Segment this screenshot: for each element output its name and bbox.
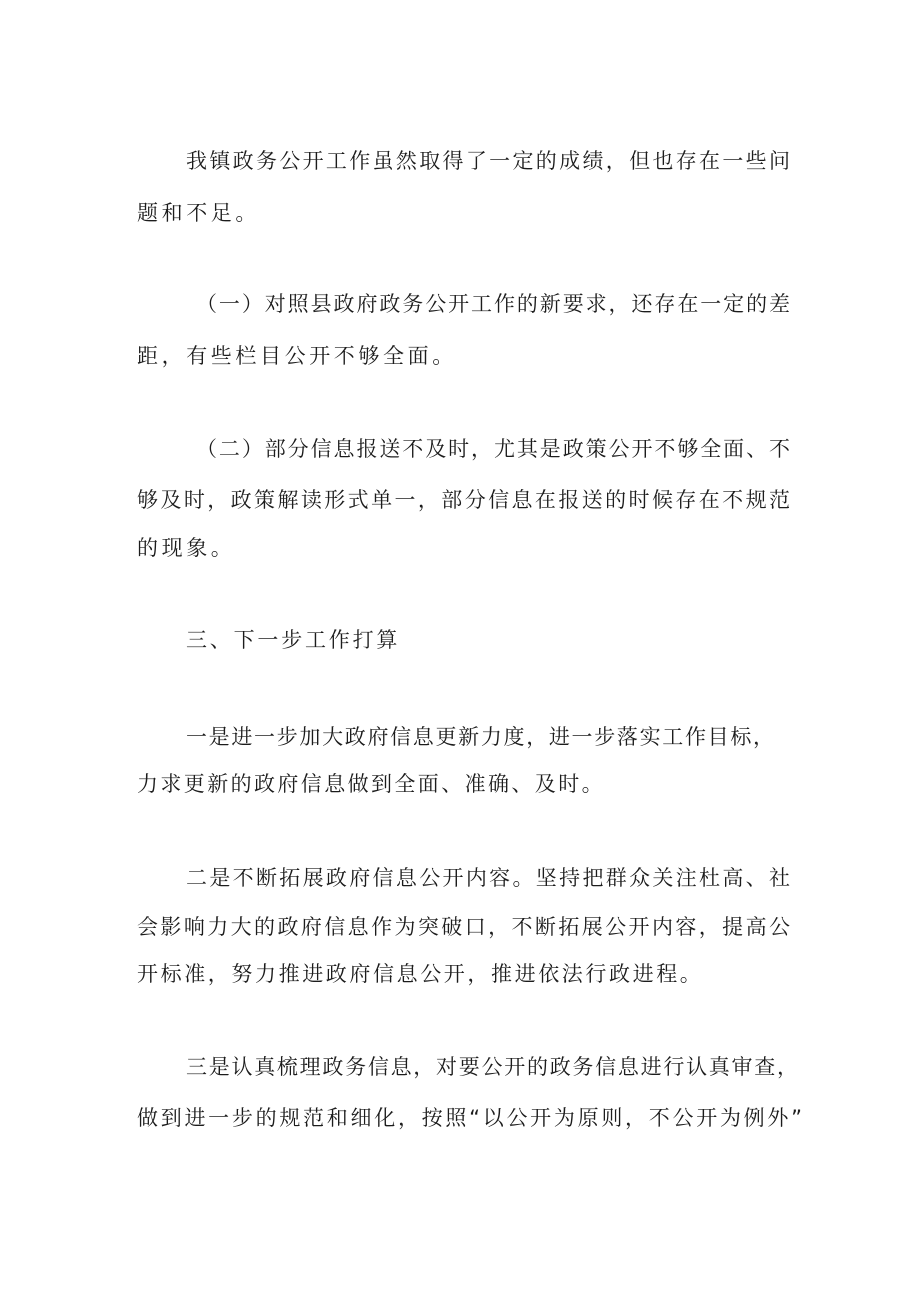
paragraph-3-line-1: （二）部分信息报送不及时，尤其是政策公开不够全面、不	[196, 437, 790, 461]
paragraph-4-line-2: 力求更新的政府信息做到全面、准确、及时。	[137, 772, 605, 796]
section-heading-text: 三、下一步工作打算	[186, 628, 401, 652]
paragraph-3-line-3: 的现象。	[137, 536, 236, 560]
paragraph-2-line-1: （一）对照县政府政务公开工作的新要求，还存在一定的差	[196, 292, 790, 316]
paragraph-3-line-2: 够及时，政策解读形式单一，部分信息在报送的时候存在不规范	[137, 488, 790, 512]
paragraph-6-line-2: 做到进一步的规范和细化，按照“以公开为原则，不公开为例外”	[137, 1106, 802, 1130]
paragraph-6-line-1: 三是认真梳理政务信息，对要公开的政务信息进行认真审查，	[186, 1055, 798, 1079]
paragraph-1-line-2: 题和不足。	[137, 201, 260, 225]
paragraph-4-line-1: 一是进一步加大政府信息更新力度，进一步落实工作目标，	[186, 725, 774, 749]
paragraph-5-line-1: 二是不断拓展政府信息公开内容。坚持把群众关注杜高、社	[186, 866, 790, 890]
paragraph-2-line-2: 距，有些栏目公开不够全面。	[137, 344, 457, 368]
paragraph-5-line-2: 会影响力大的政府信息作为突破口，不断拓展公开内容，提高公	[137, 915, 790, 939]
paragraph-5-line-3: 开标准，努力推进政府信息公开，推进依法行政进程。	[137, 962, 704, 986]
paragraph-1-line-1: 我镇政务公开工作虽然取得了一定的成绩，但也存在一些问	[186, 149, 790, 173]
